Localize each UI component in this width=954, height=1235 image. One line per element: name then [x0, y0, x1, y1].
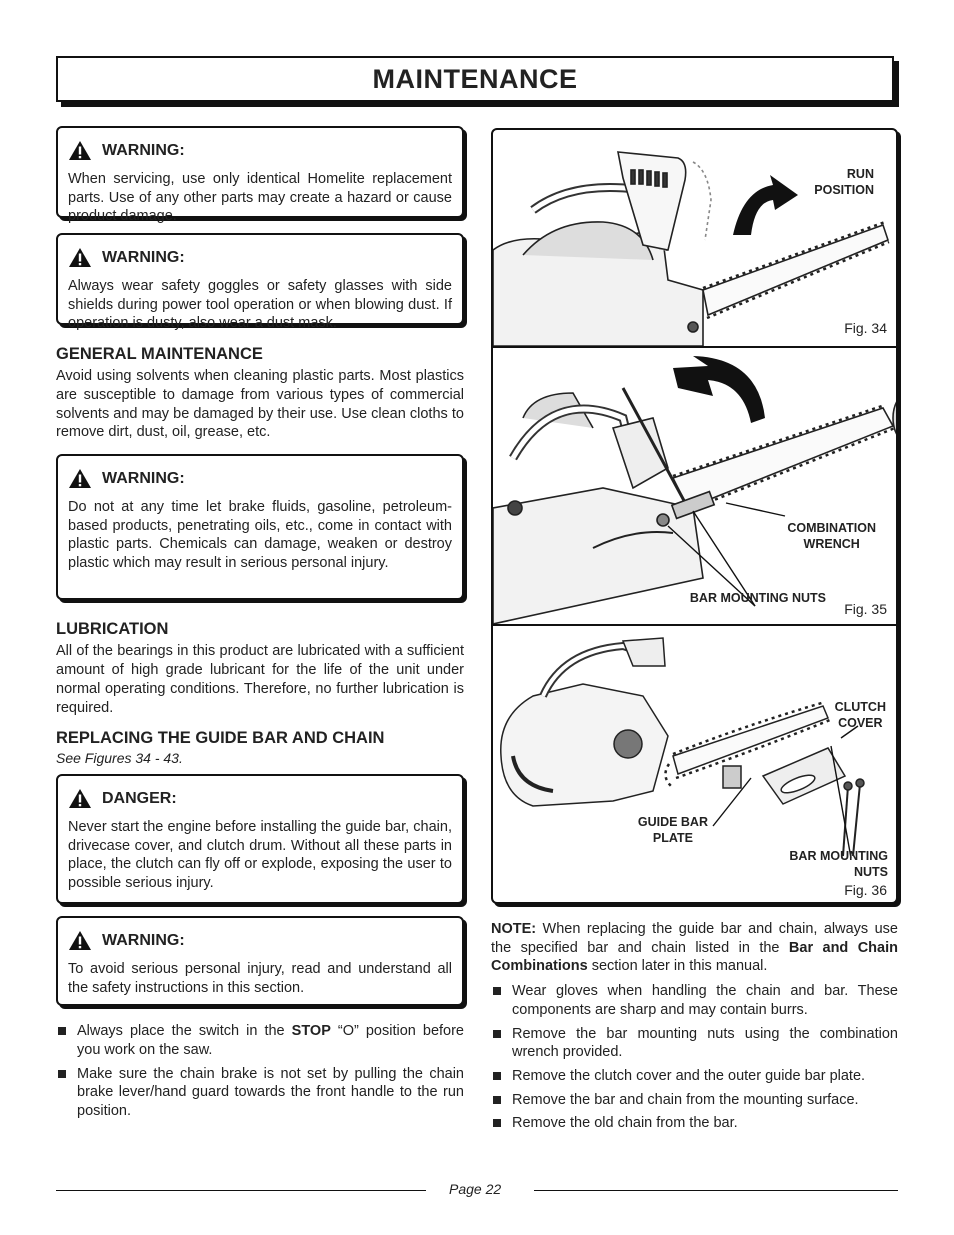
section-text: Avoid using solvents when cleaning plastic parts. Most plastics are susceptible to damage from various types of commercial solvents and may be damaged by their use. Use clean cloths to remove dirt, dust, oil, grease, etc.	[56, 368, 464, 441]
chainsaw-wrench-illustration	[493, 348, 896, 624]
list-item: Remove the clutch cover and the outer guide bar plate.	[491, 1067, 898, 1086]
page-title: MAINTENANCE	[372, 63, 578, 94]
warning-box-read-instructions	[56, 916, 464, 1006]
callout-guide-bar-plate: GUIDE BAR PLATE	[637, 815, 708, 845]
callout-bar-mounting-nuts: BAR MOUNTING NUTS	[789, 849, 888, 879]
section-heading: GENERAL MAINTENANCE	[56, 345, 263, 363]
warning-box-chemicals	[56, 454, 464, 600]
warning-triangle-icon	[68, 930, 92, 951]
figure-36	[493, 626, 896, 902]
danger-box	[56, 774, 464, 904]
footer-rule-left	[56, 1190, 426, 1191]
warning-triangle-icon	[68, 788, 92, 809]
callout-clutch-cover: CLUTCH COVER	[834, 700, 886, 730]
footer-rule-right	[534, 1190, 898, 1191]
leader-line-wrench	[726, 503, 785, 516]
figure-caption: Fig. 35	[844, 601, 887, 617]
chainsaw-run-position-illustration	[493, 130, 896, 346]
lubrication-section	[56, 620, 464, 717]
danger-text: Never start the engine before installing the guide bar, chain, drivecase cover, and clutch drum. Without all these parts in place, the clutch can fly off or explode, exposing the user to possible serious injury.	[68, 819, 452, 891]
list-item: Remove the bar mounting nuts using the combination wrench provided.	[491, 1025, 898, 1062]
section-heading: REPLACING THE GUIDE BAR AND CHAIN	[56, 729, 385, 748]
general-maintenance-section	[56, 345, 464, 442]
warning-heading: WARNING:	[102, 248, 185, 266]
warning-triangle-icon	[68, 247, 92, 268]
warning-box-safety-goggles	[56, 233, 464, 331]
figure-34	[493, 130, 896, 346]
section-subheading: See Figures 34 - 43.	[56, 750, 183, 767]
list-item: Always place the switch in the STOP “O” position before you work on the saw.	[56, 1022, 464, 1059]
figure-caption: Fig. 34	[844, 320, 887, 336]
list-item: Make sure the chain brake is not set by pulling the chain brake lever/hand guard towards the front handle to the run position.	[56, 1065, 464, 1121]
figures-frame	[491, 128, 898, 904]
warning-text: Do not at any time let brake fluids, gasoline, petroleum-based products, penetrating oils, etc., come in contact with plastic parts. Chemicals can damage, weaken or destroy plastic which may result in serious personal injury.	[68, 499, 452, 571]
warning-heading: WARNING:	[102, 931, 185, 949]
right-bullet-list	[491, 982, 898, 1133]
warning-text: When servicing, use only identical Homelite replacement parts. Use of any other parts may create a hazard or cause product damage.	[68, 171, 452, 224]
danger-heading: DANGER:	[102, 789, 177, 807]
callout-combination-wrench: COMBINATION WRENCH	[787, 521, 876, 551]
note-paragraph: NOTE: When replacing the guide bar and chain, always use the specified bar and chain listed in the Bar and Chain Combinations section later in this manual.	[491, 921, 898, 975]
rotation-arrow-icon	[673, 356, 765, 423]
warning-triangle-icon	[68, 468, 92, 489]
replacing-section	[56, 729, 464, 766]
warning-heading: WARNING:	[102, 141, 185, 159]
warning-text: Always wear safety goggles or safety glasses with side shields during power tool operation or when blowing dust. If operation is dusty, also wear a dust mask.	[68, 278, 452, 331]
warning-heading: WARNING:	[102, 469, 185, 487]
page-number: Page 22	[449, 1181, 502, 1197]
left-column	[56, 126, 464, 1126]
rotation-arrow-icon	[733, 175, 798, 235]
section-text: All of the bearings in this product are lubricated with a sufficient amount of high grade lubricant for the life of the unit under normal operating conditions. Therefore, no further lubrication is required.	[56, 643, 464, 716]
page-title-box	[56, 56, 894, 102]
warning-text: To avoid serious personal injury, read and understand all the safety instructions in this section.	[68, 961, 452, 996]
figure-caption: Fig. 36	[844, 882, 887, 898]
right-column	[491, 128, 898, 1138]
list-item: Remove the old chain from the bar.	[491, 1114, 898, 1133]
left-bullet-list	[56, 1022, 464, 1121]
list-item: Remove the bar and chain from the mounting surface.	[491, 1091, 898, 1110]
warning-box-replacement-parts	[56, 126, 464, 224]
leader-line-nuts	[831, 746, 851, 858]
section-heading: LUBRICATION	[56, 620, 169, 639]
callout-bar-mounting-nuts: BAR MOUNTING NUTS	[689, 591, 826, 605]
callout-run-position: RUN POSITION	[814, 167, 874, 197]
figure-35	[493, 348, 896, 624]
warning-triangle-icon	[68, 140, 92, 161]
list-item: Wear gloves when handling the chain and bar. These components are sharp and may contain burrs.	[491, 982, 898, 1019]
